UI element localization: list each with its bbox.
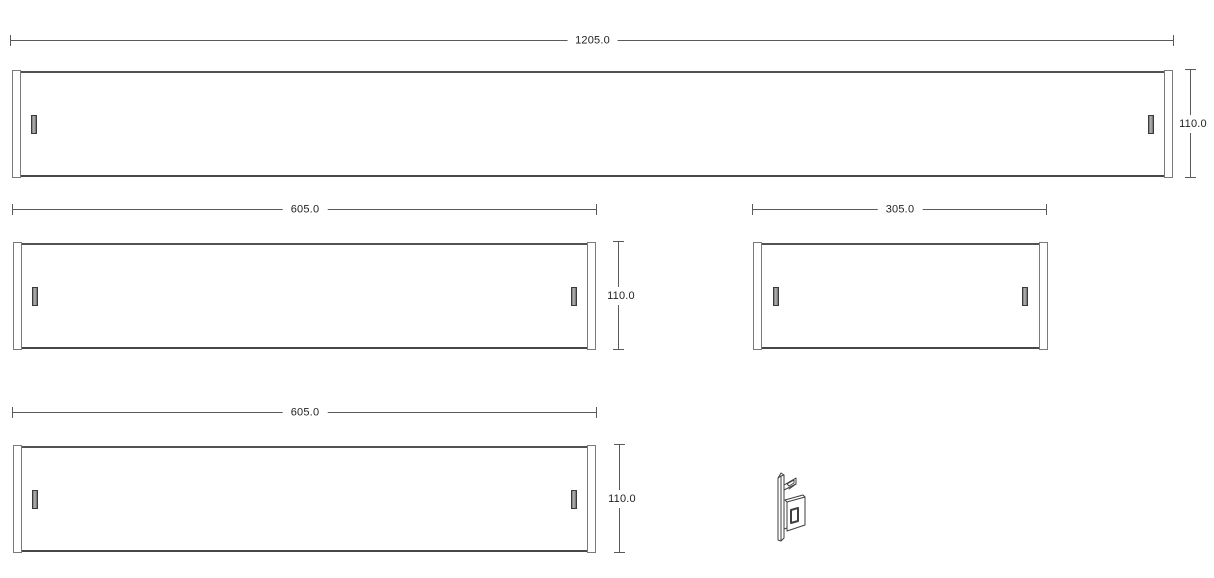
- dimension-tick: [614, 444, 625, 445]
- slot-cutout-left: [32, 490, 38, 509]
- dimension-tick: [1046, 204, 1047, 215]
- panel-end-cap-right: [1039, 242, 1048, 350]
- panel-end-cap-right: [1164, 70, 1173, 178]
- dimension-label: 605.0: [283, 204, 328, 217]
- panel-305: [753, 242, 1048, 350]
- mounting-clip-icon: [770, 468, 815, 546]
- panel-end-cap-right: [587, 445, 596, 553]
- dimension-tick: [596, 407, 597, 418]
- slot-cutout-right: [571, 287, 577, 306]
- panel-end-cap-right: [587, 242, 596, 350]
- dimension-height-panel-full: [1179, 70, 1207, 178]
- panel-body: [20, 71, 1165, 177]
- slot-cutout-left: [31, 115, 37, 134]
- dimension-height-panel-605-bottom: [608, 445, 636, 553]
- dimension-tick: [613, 241, 624, 242]
- panel-605-bottom: [13, 445, 596, 553]
- dimension-tick: [752, 204, 753, 215]
- dimension-tick: [1173, 35, 1174, 46]
- panel-end-cap-left: [12, 70, 21, 178]
- slot-cutout-right: [1022, 287, 1028, 306]
- dimension-tick: [12, 204, 13, 215]
- panel-end-cap-left: [753, 242, 762, 350]
- dimension-label: 1205.0: [567, 35, 618, 48]
- slot-cutout-right: [571, 490, 577, 509]
- dimension-width-panel-605-bottom: [13, 406, 597, 419]
- panel-end-cap-left: [13, 242, 22, 350]
- dimension-tick: [614, 552, 625, 553]
- dimension-width-panel-full: [11, 34, 1174, 47]
- dimension-tick: [596, 204, 597, 215]
- panel-605-top: [13, 242, 596, 350]
- dimension-label: 110.0: [605, 287, 637, 305]
- dimension-tick: [10, 35, 11, 46]
- panel-body: [761, 243, 1040, 349]
- dimension-width-panel-305: [753, 203, 1047, 216]
- dimension-label: 110.0: [606, 490, 638, 508]
- dimension-label: 305.0: [878, 204, 923, 217]
- dimension-tick: [1185, 69, 1196, 70]
- panel-end-cap-left: [13, 445, 22, 553]
- panel-body: [21, 446, 588, 552]
- panel-full-length: [12, 70, 1173, 178]
- dimension-tick: [613, 349, 624, 350]
- dimension-tick: [12, 407, 13, 418]
- dimension-height-panel-605-top: [607, 242, 635, 350]
- dimension-tick: [1185, 177, 1196, 178]
- dimension-label: 605.0: [283, 407, 328, 420]
- slot-cutout-left: [32, 287, 38, 306]
- slot-cutout-right: [1148, 115, 1154, 134]
- slot-cutout-left: [773, 287, 779, 306]
- panel-body: [21, 243, 588, 349]
- dimension-width-panel-605-top: [13, 203, 597, 216]
- dimension-label: 110.0: [1177, 115, 1209, 133]
